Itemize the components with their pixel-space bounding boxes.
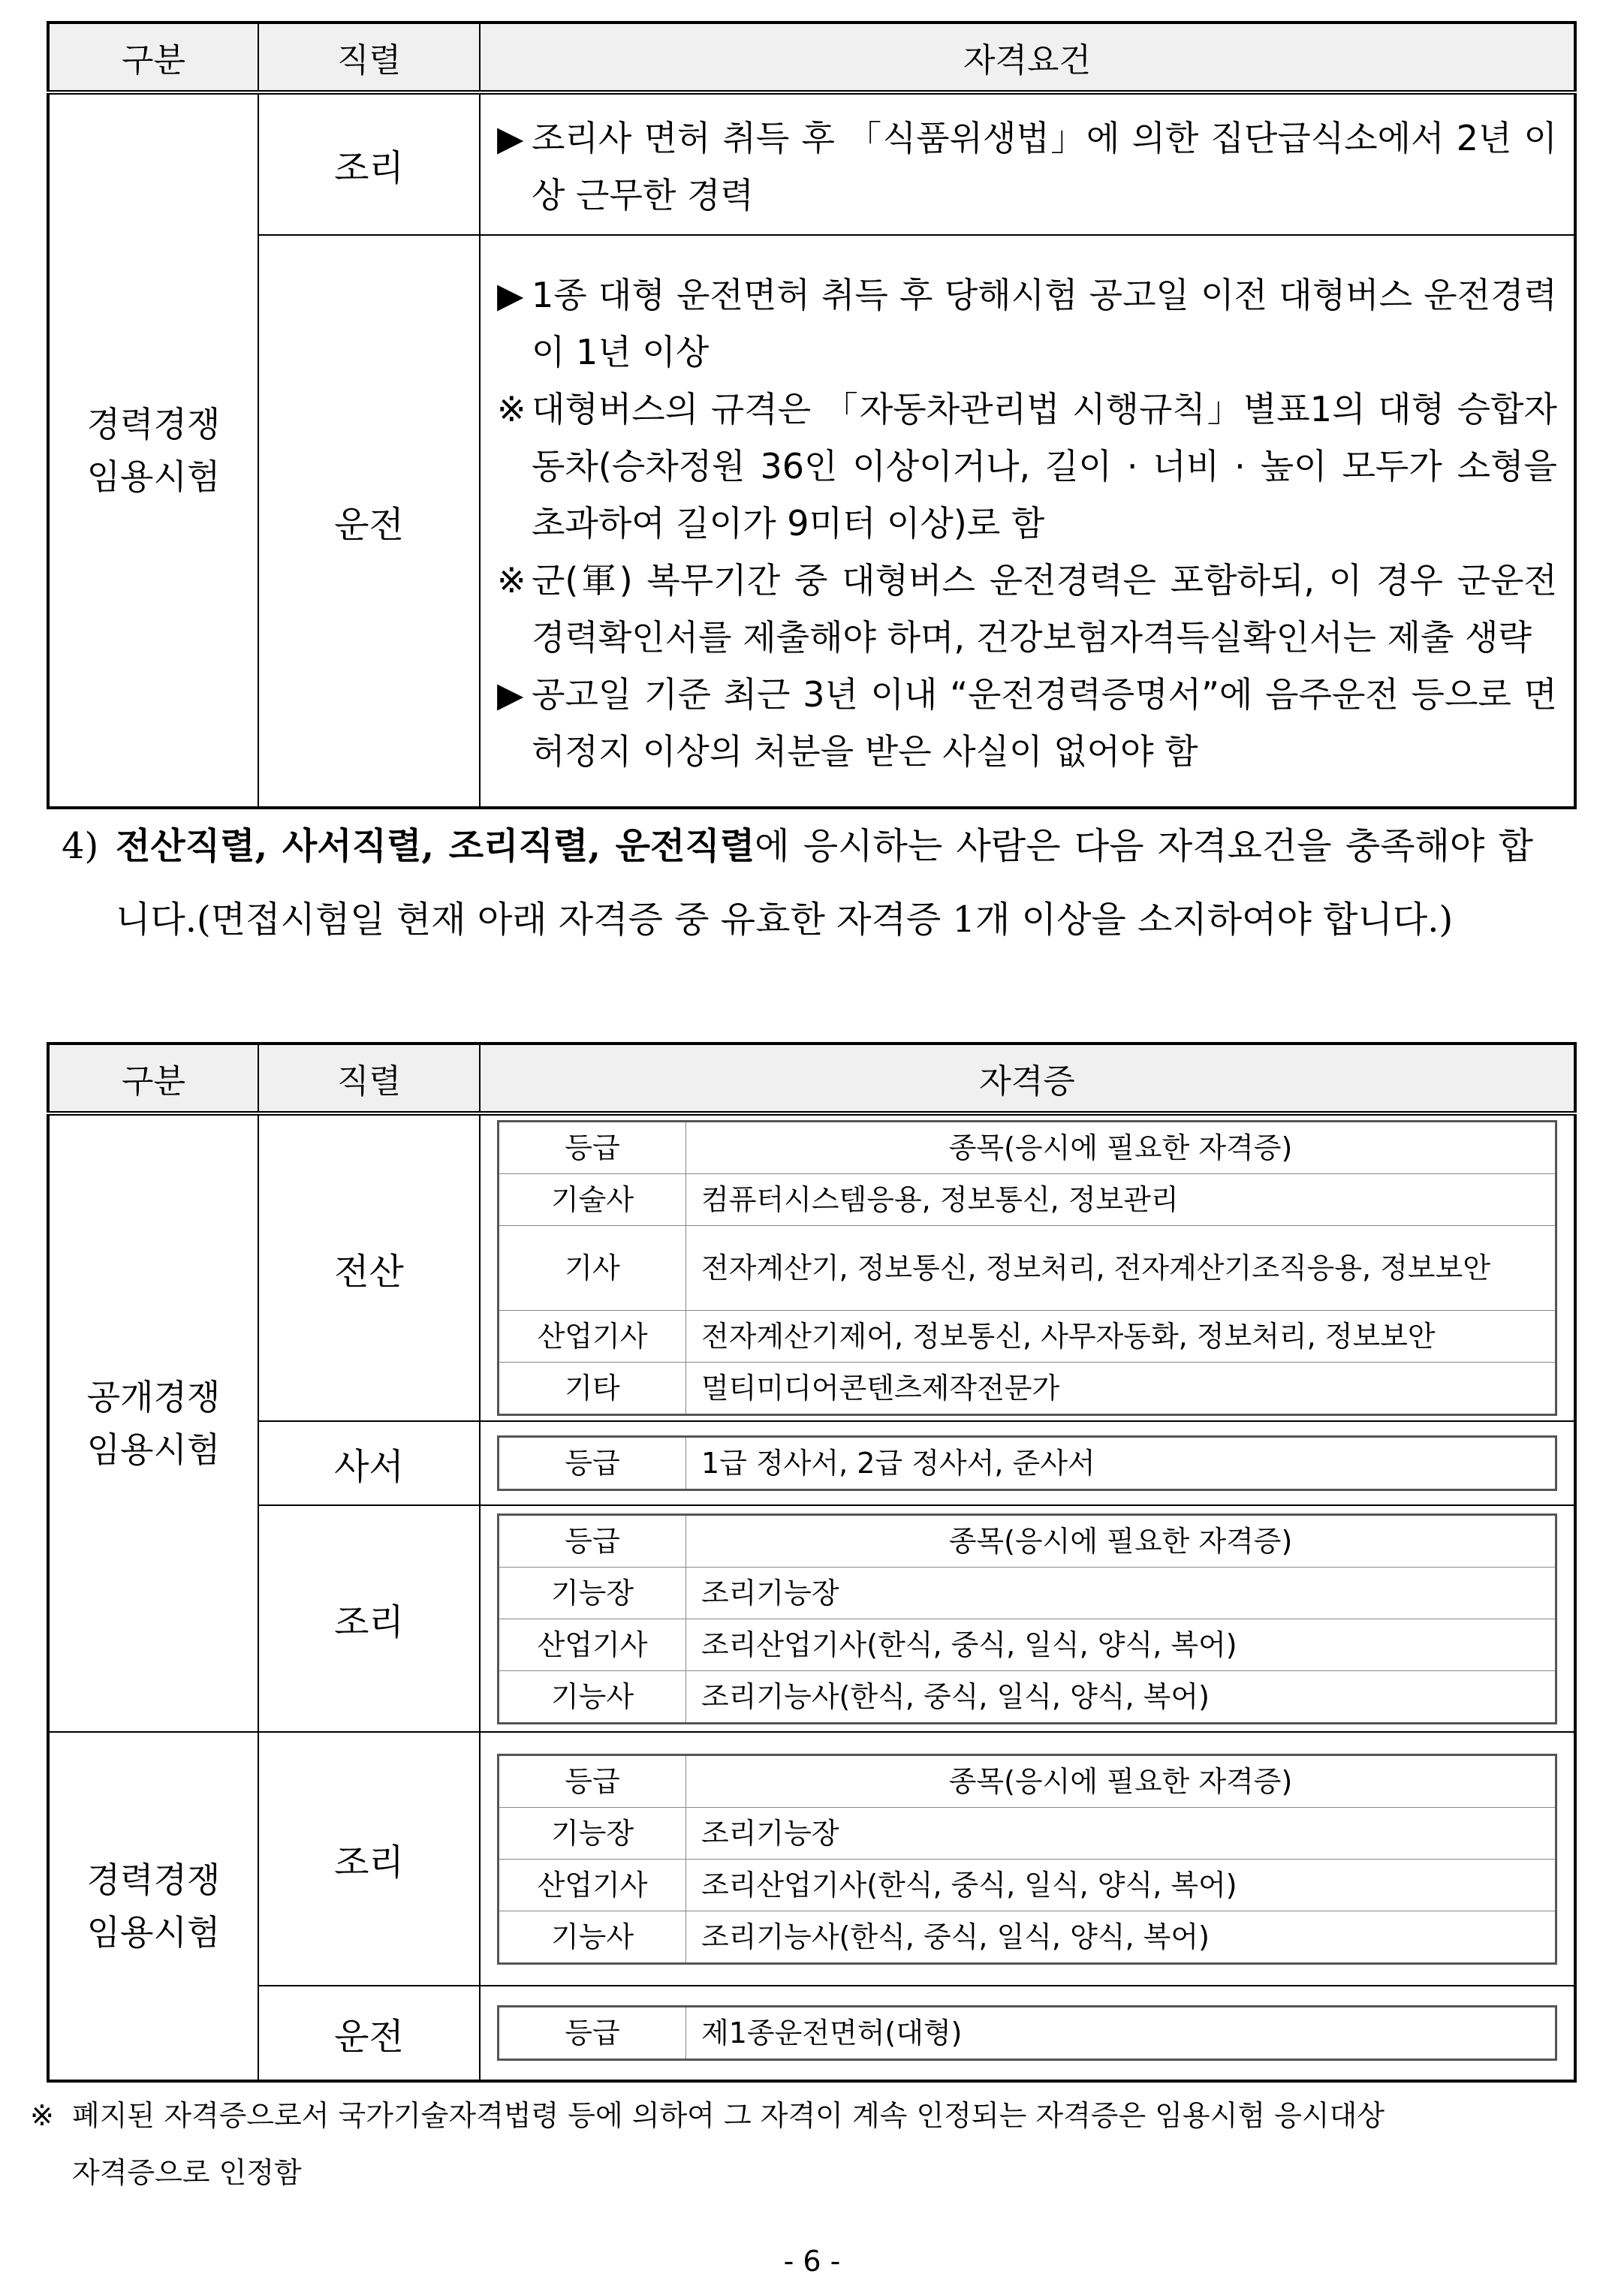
position-cell bbox=[258, 1986, 480, 2081]
subtable-header-row bbox=[499, 1122, 1556, 1174]
certificate-subtable bbox=[497, 1435, 1557, 1491]
category-label: 경력경쟁 임용시험 bbox=[86, 1860, 221, 1953]
table-row bbox=[48, 1113, 1575, 1421]
footnote bbox=[30, 2087, 1577, 2201]
items-cell: 컴퓨터시스템응용, 정보통신, 정보관리 bbox=[686, 1174, 1556, 1226]
certificate-subtable bbox=[497, 1754, 1557, 1965]
grade-cell: 산업기사 bbox=[499, 1859, 686, 1911]
list-item bbox=[499, 1311, 1556, 1363]
certificate-cell bbox=[480, 1421, 1575, 1505]
position-label: 운전 bbox=[334, 2015, 404, 2058]
table-row bbox=[48, 1505, 1575, 1732]
grade-cell: 기능사 bbox=[499, 1670, 686, 1723]
position-cell bbox=[258, 235, 480, 808]
list-item bbox=[499, 1619, 1556, 1670]
certificate-cell bbox=[480, 1986, 1575, 2081]
certificate-cell bbox=[480, 1113, 1575, 1421]
items-cell: 조리산업기사(한식, 중식, 일식, 양식, 복어) bbox=[686, 1859, 1556, 1911]
header-category: 구분 bbox=[48, 1044, 258, 1113]
footnote-marker: ※ bbox=[30, 2099, 54, 2132]
paragraph-bold-text: 전산직렬, 사서직렬, 조리직렬, 운전직렬 bbox=[116, 825, 755, 867]
list-item bbox=[499, 1226, 1556, 1311]
certificate-subtable bbox=[497, 1513, 1557, 1724]
items-cell: 조리기능장 bbox=[686, 1567, 1556, 1619]
paragraph-number: 4) bbox=[62, 825, 99, 867]
grade-cell: 기능장 bbox=[499, 1567, 686, 1619]
grade-cell: 기사 bbox=[499, 1226, 686, 1311]
subtable-header-row bbox=[499, 1514, 1556, 1567]
position-cell bbox=[258, 1421, 480, 1505]
items-header: 종목(응시에 필요한 자격증) bbox=[686, 1122, 1556, 1174]
paragraph-text: 에 응시하는 사람은 다음 자격요건을 충족해야 합니다.(면접시험일 현재 아래 자격증 중 유효한 자격증 1개 이상을 소지하여야 합니다.) bbox=[116, 825, 1533, 941]
requirement-cell bbox=[480, 235, 1575, 808]
items-cell: 조리기능사(한식, 중식, 일식, 양식, 복어) bbox=[686, 1670, 1556, 1723]
items-cell: 조리기능사(한식, 중식, 일식, 양식, 복어) bbox=[686, 1911, 1556, 1963]
items-cell: 전자계산기제어, 정보통신, 사무자동화, 정보처리, 정보보안 bbox=[686, 1311, 1556, 1363]
category-cell bbox=[48, 1732, 258, 2081]
grade-cell: 산업기사 bbox=[499, 1311, 686, 1363]
instruction-paragraph bbox=[62, 809, 1533, 956]
footnote-line2: 자격증으로 인정함 bbox=[72, 2156, 302, 2189]
position-cell bbox=[258, 92, 480, 235]
items-cell: 조리기능장 bbox=[686, 1807, 1556, 1859]
position-label: 운전 bbox=[334, 503, 404, 546]
qualification-requirements-table bbox=[47, 21, 1577, 809]
position-label: 조리 bbox=[334, 1841, 404, 1884]
list-item bbox=[499, 1911, 1556, 1963]
list-item bbox=[499, 1670, 1556, 1723]
grade-cell: 기능사 bbox=[499, 1911, 686, 1963]
requirement-item: ▶ 1종 대형 운전면허 취득 후 당해시험 공고일 이전 대형버스 운전경력이 1년 이상 bbox=[497, 275, 1557, 372]
header-category: 구분 bbox=[48, 23, 258, 92]
requirement-note: ※ 대형버스의 규격은 「자동차관리법 시행규칙」별표1의 대형 승합자동차(승차정원 36인 이상이거나, 길이 · 너비 · 높이 모두가 소형을 초과하여 길이가 9미터 이상)로 함 bbox=[497, 389, 1557, 544]
table-row bbox=[48, 235, 1575, 808]
table-row bbox=[48, 1421, 1575, 1505]
items-header: 종목(응시에 필요한 자격증) bbox=[686, 1514, 1556, 1567]
list-item bbox=[499, 1437, 1556, 1490]
list-item bbox=[499, 1859, 1556, 1911]
items-cell: 조리산업기사(한식, 중식, 일식, 양식, 복어) bbox=[686, 1619, 1556, 1670]
subtable-header-row bbox=[499, 1754, 1556, 1807]
position-label: 사서 bbox=[334, 1445, 404, 1488]
page-number: - 6 - bbox=[783, 2245, 841, 2278]
grade-cell: 기능장 bbox=[499, 1807, 686, 1859]
category-label: 경력경쟁 임용시험 bbox=[86, 404, 221, 497]
position-label: 조리 bbox=[334, 1601, 404, 1643]
position-label: 조리 bbox=[334, 146, 404, 189]
position-cell bbox=[258, 1732, 480, 1986]
certificate-table bbox=[47, 1042, 1577, 2083]
list-item bbox=[499, 2007, 1556, 2060]
grade-header: 등급 bbox=[499, 1122, 686, 1174]
table-header-row bbox=[48, 23, 1575, 92]
grade-cell: 기타 bbox=[499, 1363, 686, 1415]
header-position: 직렬 bbox=[258, 1044, 480, 1113]
items-cell: 1급 정사서, 2급 정사서, 준사서 bbox=[686, 1437, 1556, 1490]
certificate-subtable bbox=[497, 2005, 1557, 2061]
requirement-item: ▶ 조리사 면허 취득 후 「식품위생법」에 의한 집단급식소에서 2년 이상 근무한 경력 bbox=[497, 118, 1557, 215]
requirement-item: ▶ 공고일 기준 최근 3년 이내 “운전경력증명서”에 음주운전 등으로 면허정지 이상의 처분을 받은 사실이 없어야 함 bbox=[497, 674, 1557, 772]
certificate-cell bbox=[480, 1732, 1575, 1986]
items-cell: 멀티미디어콘텐츠제작전문가 bbox=[686, 1363, 1556, 1415]
table-row bbox=[48, 1732, 1575, 1986]
category-cell bbox=[48, 92, 258, 808]
certificate-cell bbox=[480, 1505, 1575, 1732]
grade-cell: 등급 bbox=[499, 2007, 686, 2060]
grade-cell: 산업기사 bbox=[499, 1619, 686, 1670]
category-cell bbox=[48, 1113, 258, 1732]
grade-header: 등급 bbox=[499, 1754, 686, 1807]
items-header: 종목(응시에 필요한 자격증) bbox=[686, 1754, 1556, 1807]
footnote-line1: 폐지된 자격증으로서 국가기술자격법령 등에 의하여 그 자격이 계속 인정되는 자격증은 임용시험 응시대상 bbox=[72, 2099, 1385, 2132]
table-row bbox=[48, 1986, 1575, 2081]
table-row bbox=[48, 92, 1575, 235]
table-header-row bbox=[48, 1044, 1575, 1113]
requirement-cell bbox=[480, 92, 1575, 235]
list-item bbox=[499, 1567, 1556, 1619]
list-item bbox=[499, 1807, 1556, 1859]
list-item bbox=[499, 1174, 1556, 1226]
header-requirements: 자격요건 bbox=[480, 23, 1575, 92]
items-cell: 전자계산기, 정보통신, 정보처리, 전자계산기조직응용, 정보보안 bbox=[686, 1226, 1556, 1311]
grade-cell: 기술사 bbox=[499, 1174, 686, 1226]
list-item bbox=[499, 1363, 1556, 1415]
category-label: 공개경쟁 임용시험 bbox=[86, 1377, 221, 1470]
position-label: 전산 bbox=[334, 1250, 404, 1293]
grade-header: 등급 bbox=[499, 1514, 686, 1567]
certificate-subtable bbox=[497, 1120, 1557, 1416]
grade-cell: 등급 bbox=[499, 1437, 686, 1490]
header-position: 직렬 bbox=[258, 23, 480, 92]
position-cell bbox=[258, 1505, 480, 1732]
header-certificate: 자격증 bbox=[480, 1044, 1575, 1113]
requirement-note: ※ 군(軍) 복무기간 중 대형버스 운전경력은 포함하되, 이 경우 군운전경력확인서를 제출해야 하며, 건강보험자격득실확인서는 제출 생략 bbox=[497, 560, 1557, 658]
items-cell: 제1종운전면허(대형) bbox=[686, 2007, 1556, 2060]
position-cell bbox=[258, 1113, 480, 1421]
